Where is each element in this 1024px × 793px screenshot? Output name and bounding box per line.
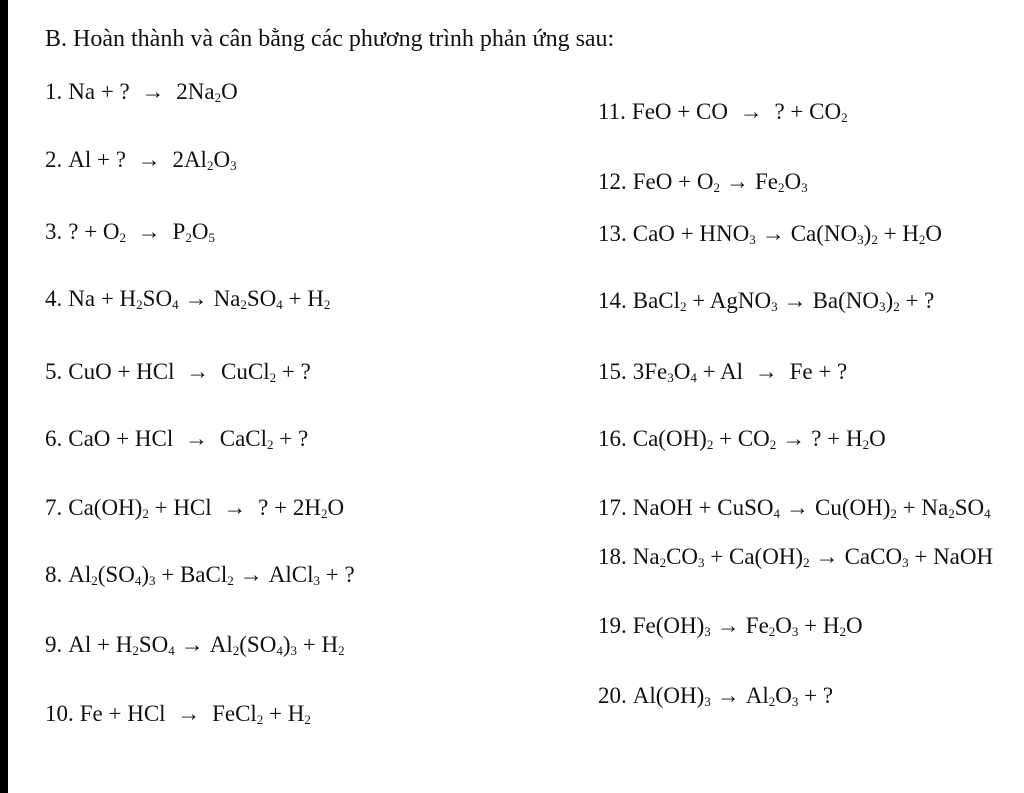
equation-number: 7.	[45, 495, 63, 520]
subscript: 2	[142, 506, 149, 521]
subscript: 2	[267, 437, 274, 452]
formula-text: CaO + HCl	[68, 426, 179, 451]
formula-text: Al	[745, 683, 769, 708]
formula-text: + H	[263, 701, 305, 726]
subscript: 3	[230, 158, 237, 173]
subscript: 4	[276, 643, 283, 658]
equation-7	[45, 496, 344, 519]
equation-number: 1.	[45, 79, 63, 104]
reaction-arrow-icon: →	[739, 99, 763, 124]
formula-text: Ba(NO	[812, 288, 880, 313]
subscript: 2	[185, 230, 192, 245]
formula-text: Al(OH)	[632, 683, 705, 708]
equation-number: 6.	[45, 426, 63, 451]
equation-number: 11.	[598, 99, 626, 124]
equation-number: 16.	[598, 426, 627, 451]
formula-text: (SO	[239, 632, 277, 657]
formula-text: ? + CO	[768, 99, 842, 124]
subscript: 3	[771, 299, 778, 314]
reaction-arrow-icon: →	[141, 79, 165, 104]
subscript: 3	[791, 624, 799, 639]
reaction-arrow-icon: →	[184, 426, 208, 451]
formula-text: ? + 2H	[252, 495, 321, 520]
formula-text: Fe + ?	[783, 359, 848, 384]
formula-text: Al + ?	[68, 147, 132, 172]
reaction-arrow-icon: →	[782, 426, 806, 451]
formula-text: SO	[954, 495, 985, 520]
subscript: 3	[704, 694, 711, 709]
subscript: 2	[890, 506, 897, 521]
subscript: 2	[841, 110, 848, 125]
formula-text: Na + ?	[68, 79, 136, 104]
equation-number: 20.	[598, 683, 627, 708]
formula-text: O	[784, 169, 802, 194]
formula-text: FeO + O	[632, 169, 714, 194]
subscript: 2	[132, 643, 139, 658]
subscript: 2	[680, 299, 687, 314]
formula-text: + ?	[899, 288, 935, 313]
formula-text: CaCl	[213, 426, 268, 451]
reaction-arrow-icon: →	[239, 562, 263, 587]
formula-text: + Ca(OH)	[704, 544, 804, 569]
subscript: 3	[290, 643, 297, 658]
reaction-arrow-icon: →	[754, 359, 778, 384]
formula-text: CaCO	[844, 544, 903, 569]
formula-text: )	[141, 562, 149, 587]
subscript: 2	[240, 297, 247, 312]
subscript: 2	[862, 437, 870, 452]
subscript: 4	[690, 370, 697, 385]
formula-text: O	[869, 426, 886, 451]
section-title: B. Hoàn thành và cân bằng các phương trình phản ứng sau:	[45, 26, 615, 52]
equation-number: 10.	[45, 701, 74, 726]
subscript: 2	[803, 555, 810, 570]
reaction-arrow-icon: →	[815, 544, 839, 569]
reaction-arrow-icon: →	[137, 147, 161, 172]
reaction-arrow-icon: →	[783, 288, 807, 313]
formula-text: + NaOH	[908, 544, 994, 569]
equation-number: 14.	[598, 288, 627, 313]
subscript: 2	[768, 624, 776, 639]
formula-text: (SO	[97, 562, 135, 587]
equation-2	[45, 148, 237, 171]
subscript: 2	[769, 437, 777, 452]
formula-text: Al	[68, 562, 92, 587]
equation-13	[598, 222, 942, 245]
formula-text: )	[282, 632, 291, 657]
formula-text: Al + H	[68, 632, 133, 657]
formula-text: O	[327, 495, 345, 520]
equation-3	[45, 220, 215, 243]
formula-text: FeO + CO	[631, 99, 734, 124]
equation-number: 2.	[45, 147, 63, 172]
formula-text: O	[775, 683, 792, 708]
subscript: 2	[659, 555, 667, 570]
reaction-arrow-icon: →	[223, 495, 247, 520]
equation-10	[45, 702, 311, 725]
subscript: 3	[698, 555, 705, 570]
formula-text: + ?	[273, 426, 309, 451]
formula-text: )	[885, 288, 894, 313]
reaction-arrow-icon: →	[184, 286, 208, 311]
reaction-arrow-icon: →	[725, 169, 749, 194]
subscript: 2	[338, 643, 345, 658]
formula-text: )	[863, 221, 872, 246]
formula-text: + H	[282, 286, 324, 311]
formula-text: 2Na	[170, 79, 215, 104]
formula-text: Ca(OH)	[68, 495, 143, 520]
subscript: 5	[208, 230, 215, 245]
formula-text: CaO + HNO	[632, 221, 750, 246]
equation-number: 4.	[45, 286, 63, 311]
equation-18	[598, 545, 993, 568]
subscript: 4	[134, 573, 142, 588]
formula-text: O	[775, 613, 792, 638]
formula-text: SO	[138, 632, 169, 657]
subscript: 4	[276, 297, 283, 312]
subscript: 3	[313, 573, 320, 588]
subscript: 3	[801, 180, 808, 195]
subscript: 2	[269, 370, 277, 385]
subscript: 2	[948, 506, 955, 521]
subscript: 2	[713, 180, 720, 195]
equation-8	[45, 563, 355, 586]
subscript: 2	[91, 573, 98, 588]
formula-text: + Al	[696, 359, 749, 384]
subscript: 3	[704, 624, 711, 639]
subscript: 2	[871, 232, 878, 247]
formula-text: CuO + HCl	[68, 359, 181, 384]
equation-number: 17.	[598, 495, 627, 520]
formula-text: SO	[142, 286, 173, 311]
formula-text: Fe	[745, 613, 769, 638]
equation-number: 19.	[598, 613, 627, 638]
formula-text: BaCl	[632, 288, 681, 313]
subscript: 2	[918, 232, 926, 247]
formula-text: + AgNO	[686, 288, 772, 313]
formula-text: NaOH + CuSO	[632, 495, 774, 520]
formula-text: P	[166, 219, 186, 244]
subscript: 2	[232, 643, 240, 658]
equation-11	[598, 100, 848, 123]
formula-text: 2Al	[166, 147, 207, 172]
equation-number: 3.	[45, 219, 63, 244]
subscript: 2	[214, 90, 222, 105]
subscript: 3	[749, 232, 756, 247]
reaction-arrow-icon: →	[137, 219, 161, 244]
subscript: 2	[323, 297, 331, 312]
formula-text: O	[191, 219, 209, 244]
formula-text: Al	[209, 632, 233, 657]
subscript: 2	[777, 180, 785, 195]
equation-4	[45, 287, 330, 310]
formula-text: + Na	[896, 495, 949, 520]
equation-17	[598, 496, 991, 519]
formula-text: O	[673, 359, 691, 384]
worksheet	[8, 0, 1024, 793]
subscript: 2	[206, 158, 214, 173]
reaction-arrow-icon: →	[716, 613, 740, 638]
formula-text: Ca(NO	[790, 221, 858, 246]
formula-text: + ?	[319, 562, 355, 587]
subscript: 2	[119, 230, 127, 245]
subscript: 2	[768, 694, 776, 709]
formula-text: O	[846, 613, 863, 638]
formula-text: O	[925, 221, 943, 246]
equation-number: 15.	[598, 359, 627, 384]
formula-text: + HCl	[148, 495, 218, 520]
formula-text: Fe	[754, 169, 778, 194]
formula-text: SO	[246, 286, 277, 311]
formula-text: AlCl	[268, 562, 314, 587]
subscript: 2	[227, 573, 234, 588]
formula-text: Na	[632, 544, 660, 569]
equation-14	[598, 289, 934, 312]
formula-text: Fe + HCl	[79, 701, 172, 726]
formula-text: Fe(OH)	[632, 613, 705, 638]
formula-text: + CO	[713, 426, 770, 451]
subscript: 4	[984, 506, 991, 521]
equation-number: 13.	[598, 221, 627, 246]
equation-20	[598, 684, 833, 707]
reaction-arrow-icon: →	[177, 701, 201, 726]
equation-5	[45, 360, 311, 383]
subscript: 2	[706, 437, 714, 452]
formula-text: ? + H	[811, 426, 863, 451]
subscript: 3	[667, 370, 674, 385]
formula-text: CuCl	[215, 359, 270, 384]
subscript: 4	[773, 506, 781, 521]
subscript: 3	[879, 299, 886, 314]
equation-15	[598, 360, 847, 383]
subscript: 2	[136, 297, 143, 312]
formula-text: ? + O	[68, 219, 120, 244]
subscript: 2	[839, 624, 847, 639]
equation-number: 18.	[598, 544, 627, 569]
formula-text: + H	[798, 613, 840, 638]
formula-text: CO	[666, 544, 699, 569]
formula-text: Na	[213, 286, 241, 311]
reaction-arrow-icon: →	[186, 359, 210, 384]
equation-16	[598, 427, 886, 450]
formula-text: Na + H	[68, 286, 137, 311]
formula-text: O	[221, 79, 238, 104]
equation-9	[45, 633, 345, 656]
equation-number: 5.	[45, 359, 63, 384]
formula-text: FeCl	[206, 701, 257, 726]
subscript: 2	[893, 299, 900, 314]
subscript: 4	[168, 643, 175, 658]
equation-number: 8.	[45, 562, 63, 587]
equation-1	[45, 80, 238, 103]
subscript: 2	[304, 712, 311, 727]
equation-6	[45, 427, 308, 450]
reaction-arrow-icon: →	[786, 495, 810, 520]
subscript: 3	[148, 573, 156, 588]
formula-text	[126, 219, 132, 244]
equation-19	[598, 614, 863, 637]
formula-text: Ca(OH)	[632, 426, 707, 451]
subscript: 2	[256, 712, 264, 727]
formula-text: + ?	[276, 359, 311, 384]
equation-number: 9.	[45, 632, 63, 657]
reaction-arrow-icon: →	[761, 221, 785, 246]
subscript: 3	[791, 694, 799, 709]
formula-text: O	[213, 147, 231, 172]
subscript: 3	[902, 555, 909, 570]
equation-number: 12.	[598, 169, 627, 194]
formula-text: Cu(OH)	[815, 495, 891, 520]
equation-12	[598, 170, 808, 193]
subscript: 2	[320, 506, 328, 521]
subscript: 3	[857, 232, 864, 247]
subscript: 4	[172, 297, 179, 312]
formula-text: 3Fe	[632, 359, 668, 384]
formula-text: + H	[877, 221, 919, 246]
reaction-arrow-icon: →	[180, 632, 204, 657]
reaction-arrow-icon: →	[716, 683, 740, 708]
formula-text: + BaCl	[155, 562, 228, 587]
formula-text: + ?	[798, 683, 834, 708]
formula-text: + H	[296, 632, 339, 657]
